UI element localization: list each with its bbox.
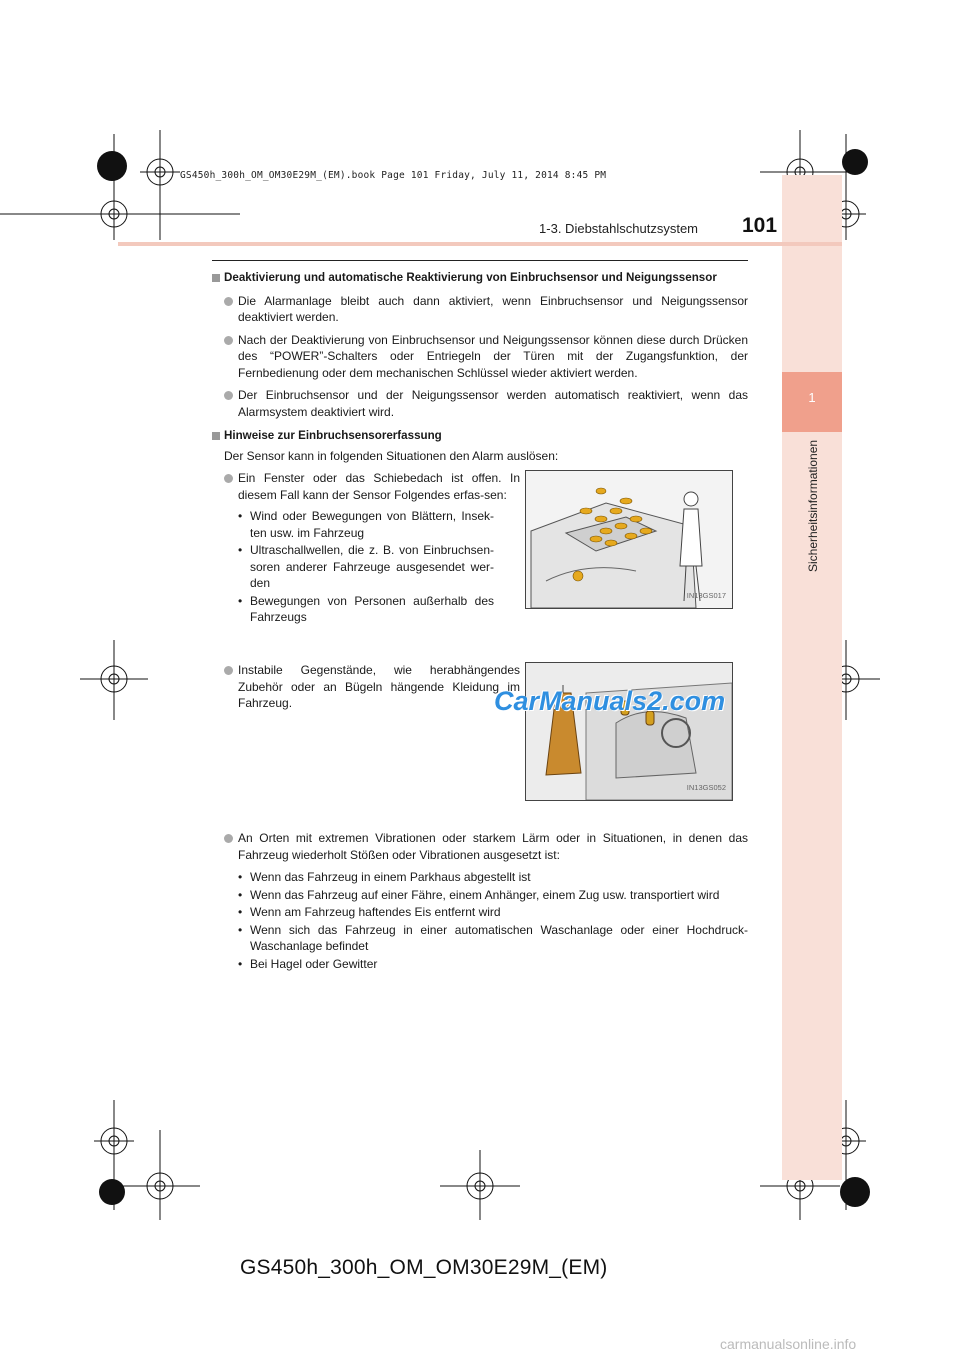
figure-label: IN13GS017 [686,590,726,600]
header-bar [118,242,842,246]
list-item: Nach der Deaktivierung von Einbruchsensor und Neigungssensor können diese durch Drücken des “POWER”-Schalters oder Entriegeln der Türen mit der Zugangsfunktion, der Fernbedienung oder dem mechanischen Schlüssel wieder aktiviert werden. [212,332,748,382]
figure-hanging-items [525,662,733,801]
figure-sunroof-leaves [525,470,733,609]
sub-item: • Wenn das Fahrzeug in einem Parkhaus abgestellt ist [238,870,531,884]
figure-label: IN13GS052 [686,782,726,792]
sub-item: • Bei Hagel oder Gewitter [238,956,378,971]
page-content [212,266,748,973]
section-heading [212,428,748,445]
watermark-text: CarManuals2.com [494,686,726,716]
circle-bullet-icon [224,474,233,483]
figure-block [212,470,748,662]
sub-list [212,508,494,626]
sub-item: • Wenn sich das Fahrzeug in einer automatischen Waschanlage oder einer Hochdruck-Waschanlage befindet [238,922,748,953]
square-bullet-icon [212,432,220,440]
intro-text: Der Sensor kann in folgenden Situationen den Alarm auslösen: [224,448,559,463]
circle-bullet-icon [224,834,233,843]
print-info-line: GS450h_300h_OM_OM30E29M_(EM).book Page 101 Friday, July 11, 2014 8:45 PM [180,170,607,181]
chapter-side-strip [782,175,842,1180]
content-top-rule [212,260,748,261]
chapter-number: 1 [808,390,816,405]
list-item: Ein Fenster oder das Schiebedach ist offen. In diesem Fall kann der Sensor Folgendes erfas-sen: [212,470,520,503]
list-item: Instabile Gegenstände, wie herabhängendes Zubehör oder an Bügeln hängende Kleidung im Fahrzeug. [212,662,520,712]
sub-item: • Wind oder Bewegungen von Blättern, Insek-ten usw. im Fahrzeug [238,509,494,540]
section-heading [212,270,748,287]
page-number: 101 [742,214,778,237]
list-item: An Orten mit extremen Vibrationen oder starkem Lärm oder in Situationen, in denen das Fahrzeug wiederholt Stößen oder Vibrationen ausgesetzt ist: [212,830,748,863]
circle-bullet-icon [224,666,233,675]
footer-document-code: GS450h_300h_OM_OM30E29M_(EM) [240,1256,608,1279]
circle-bullet-icon [224,297,233,306]
chapter-label: Sicherheitsinformationen [806,440,820,573]
list-item: Der Einbruchsensor und der Neigungssensor werden automatisch reaktiviert, wenn das Alarmsystem deaktiviert wird. [212,387,748,420]
section-title: 1-3. Diebstahlschutzsystem [539,221,698,236]
sub-item: • Wenn am Fahrzeug haftendes Eis entfernt wird [238,905,501,919]
list-item: Die Alarmanlage bleibt auch dann aktiviert, wenn Einbruchsensor und Neigungssensor deaktiviert werden. [212,293,748,326]
sub-item: • Bewegungen von Personen außerhalb des Fahrzeugs [238,593,494,624]
sub-item: • Wenn das Fahrzeug auf einer Fähre, einem Anhänger, einem Zug usw. transportiert wird [238,887,720,902]
sub-item: • Ultraschallwellen, die z. B. von Einbruchsen-soren anderer Fahrzeuge ausgesendet wer-den [238,543,494,590]
circle-bullet-icon [224,336,233,345]
sub-list [212,869,748,972]
circle-bullet-icon [224,391,233,400]
watermark-bottom: carmanualsonline.info [720,1336,857,1352]
heading-text: Hinweise zur Einbruchsensorerfassung [224,429,442,442]
square-bullet-icon [212,274,220,282]
heading-text: Deaktivierung und automatische Reaktivierung von Einbruchsensor und Neigungssensor [224,271,717,284]
